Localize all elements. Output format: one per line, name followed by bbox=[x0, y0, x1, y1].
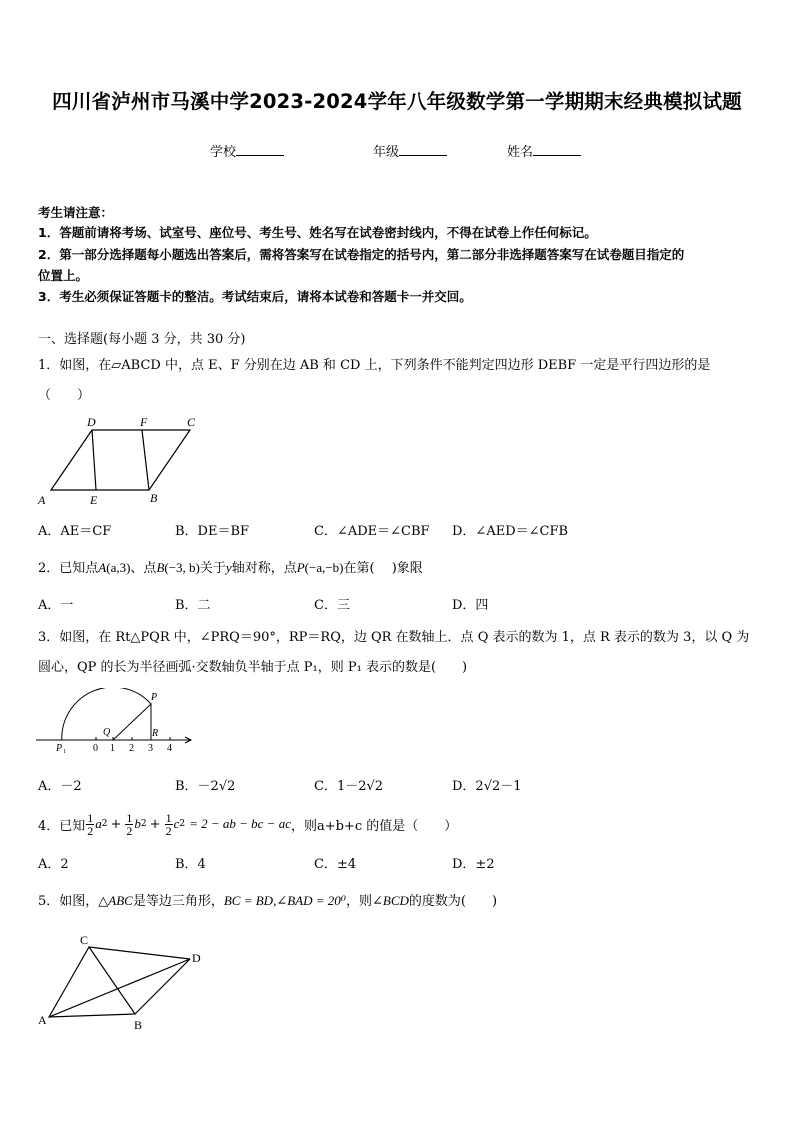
q4-option-a[interactable]: A．2 bbox=[38, 857, 69, 872]
q5-text: 5．如图，△ABC是等边三角形，BC = BD,∠BAD = 20⁰，则∠BCD的度数为( ) bbox=[38, 893, 498, 909]
q4-suffix: ，则a+b+c 的值是（ ） bbox=[290, 818, 458, 834]
q2-part: 、点 bbox=[130, 561, 157, 576]
grade-field[interactable] bbox=[373, 141, 447, 160]
section-heading: 一、选择题(每小题 3 分，共 30 分) bbox=[38, 332, 246, 347]
q3-option-b[interactable]: B．－2√2 bbox=[175, 779, 236, 794]
q2-axis: y bbox=[225, 560, 232, 575]
q2-part: 2．已知点 bbox=[38, 561, 99, 576]
tick-label-3: 3 bbox=[148, 743, 153, 754]
q4-var-c: c bbox=[173, 816, 180, 831]
q5-triangle-figure bbox=[34, 930, 214, 1034]
q2-part: 关于 bbox=[199, 561, 226, 576]
q5-angle: ∠BCD bbox=[372, 893, 409, 908]
tick-label-0: 0 bbox=[93, 743, 98, 754]
q2-coord-p: (−a,−b) bbox=[304, 560, 344, 575]
q2-part: 轴对称，点 bbox=[231, 561, 297, 576]
q4-prefix: 4．已知 bbox=[38, 818, 86, 834]
grade-label: 年级 bbox=[373, 145, 400, 160]
q4-fraction: $\frac{1}{2}$ bbox=[165, 810, 172, 838]
notice-item: 1．答题前请将考场、试室号、座位号、考生号、姓名写在试卷密封线内，不得在试卷上作任何标记。 bbox=[38, 225, 597, 240]
q2-option-b[interactable]: B．二 bbox=[175, 598, 211, 613]
label-a: A bbox=[38, 1013, 47, 1027]
q4-option-c[interactable]: C．±4 bbox=[314, 857, 357, 872]
q4-text: 4．已知 $\frac{1}{2}$ a 2 + $\frac{1}{2}$ b 2 + $\frac{1}{2}$ c 2 = 2 − ab − bc − ac ，则a+b+c 的值是（ ） bbox=[38, 810, 458, 838]
notice-item: 3．考生必须保证答题卡的整洁。考试结束后，请将本试卷和答题卡一并交回。 bbox=[38, 289, 472, 304]
q3-option-d[interactable]: D．2√2－1 bbox=[452, 779, 522, 794]
name-blank[interactable] bbox=[533, 143, 581, 156]
segment-cd bbox=[89, 947, 190, 959]
q1-option-c[interactable]: C．∠ADE＝∠CBF bbox=[314, 524, 430, 539]
school-blank[interactable] bbox=[236, 143, 284, 156]
tick-label-4: 4 bbox=[167, 743, 172, 754]
label-d: D bbox=[87, 415, 96, 429]
q4-rhs: = 2 − ab − bc − ac bbox=[189, 816, 291, 831]
name-label: 姓名 bbox=[507, 145, 534, 160]
q4-option-d[interactable]: D．±2 bbox=[452, 857, 495, 872]
q4-fraction: $\frac{1}{2}$ bbox=[126, 810, 133, 838]
notice-item: 2．第一部分选择题每小题选出答案后，需将答案写在试卷指定的括号内，第二部分非选择题答案写在试卷题目指定的 bbox=[38, 247, 685, 262]
q5-triangle: △ABC bbox=[98, 893, 133, 908]
q2-option-d[interactable]: D．四 bbox=[452, 598, 489, 613]
q1-text: 1．如图，在▱ABCD 中，点 E、F 分别在边 AB 和 CD 上，下列条件不能判定四边形 DEBF 一定是平行四边形的是 bbox=[38, 358, 711, 373]
page-title: 四川省泸州市马溪中学2023-2024学年八年级数学第一学期期末经典模拟试题 bbox=[52, 90, 742, 113]
label-f: F bbox=[140, 415, 148, 429]
label-r: R bbox=[152, 728, 159, 739]
q2-point-p: P bbox=[296, 560, 305, 575]
q3-number-line-figure bbox=[34, 688, 198, 756]
q4-option-b[interactable]: B．4 bbox=[175, 857, 206, 872]
q3-text-line1: 3．如图，在 Rt△PQR 中，∠PRQ＝90°，RP＝RQ，边 QR 在数轴上．点 Q 表示的数为 1，点 R 表示的数为 3，以 Q 为 bbox=[38, 630, 750, 645]
name-field[interactable] bbox=[507, 141, 581, 160]
q2-coord-b: (−3, b) bbox=[164, 560, 200, 575]
triangle-pqr bbox=[113, 704, 151, 740]
q3-option-a[interactable]: A．－2 bbox=[38, 779, 82, 794]
q3-option-c[interactable]: C．1－2√2 bbox=[314, 779, 384, 794]
school-label: 学校 bbox=[210, 145, 237, 160]
q1-option-b[interactable]: B．DE＝BF bbox=[175, 524, 250, 539]
label-a: A bbox=[38, 493, 46, 507]
triangle-abc bbox=[49, 947, 135, 1017]
segment-bd bbox=[135, 959, 190, 1014]
q4-fraction: $\frac{1}{2}$ bbox=[87, 810, 94, 838]
segment-de bbox=[92, 430, 96, 490]
label-p1: P bbox=[56, 743, 63, 754]
tick-label-1: 1 bbox=[110, 743, 115, 754]
q1-option-d[interactable]: D．∠AED＝∠CFB bbox=[452, 524, 569, 539]
q4-var-a: a bbox=[95, 816, 102, 831]
label-p: P bbox=[151, 692, 158, 703]
q2-option-a[interactable]: A．一 bbox=[38, 598, 74, 613]
grade-blank[interactable] bbox=[399, 143, 447, 156]
segment-fb bbox=[142, 430, 149, 490]
q3-text-line2: 圆心，QP 的长为半径画弧·交数轴负半轴于点 P₁，则 P₁ 表示的数是( ) bbox=[38, 660, 468, 675]
label-b: B bbox=[134, 1018, 143, 1032]
parallelogram-abcd bbox=[51, 430, 190, 490]
notice-heading: 考生请注意： bbox=[38, 205, 114, 220]
q4-var-b: b bbox=[134, 816, 141, 831]
q2-option-c[interactable]: C．三 bbox=[314, 598, 350, 613]
tick-label-2: 2 bbox=[129, 743, 134, 754]
label-b: B bbox=[150, 491, 158, 505]
label-c: C bbox=[187, 415, 196, 429]
q1-paren: （ ） bbox=[38, 388, 91, 403]
q1-parallelogram-figure bbox=[34, 412, 204, 508]
q2-text bbox=[38, 557, 423, 576]
label-q: Q bbox=[103, 727, 111, 738]
q2-coord-a: (a,3) bbox=[106, 560, 131, 575]
q2-point-a: A bbox=[98, 560, 107, 575]
school-field[interactable] bbox=[210, 141, 284, 160]
segment-ad bbox=[49, 959, 190, 1017]
label-c: C bbox=[80, 933, 89, 947]
label-d: D bbox=[192, 951, 201, 965]
q2-part: 在第( )象限 bbox=[343, 561, 423, 576]
q5-condition: BC = BD,∠BAD = 20⁰ bbox=[223, 893, 346, 908]
label-p1-sub: 1 bbox=[63, 749, 66, 755]
q2-point-b: B bbox=[156, 560, 165, 575]
notice-item: 位置上。 bbox=[38, 268, 89, 283]
q1-option-a[interactable]: A．AE＝CF bbox=[38, 524, 112, 539]
label-e: E bbox=[90, 493, 98, 507]
